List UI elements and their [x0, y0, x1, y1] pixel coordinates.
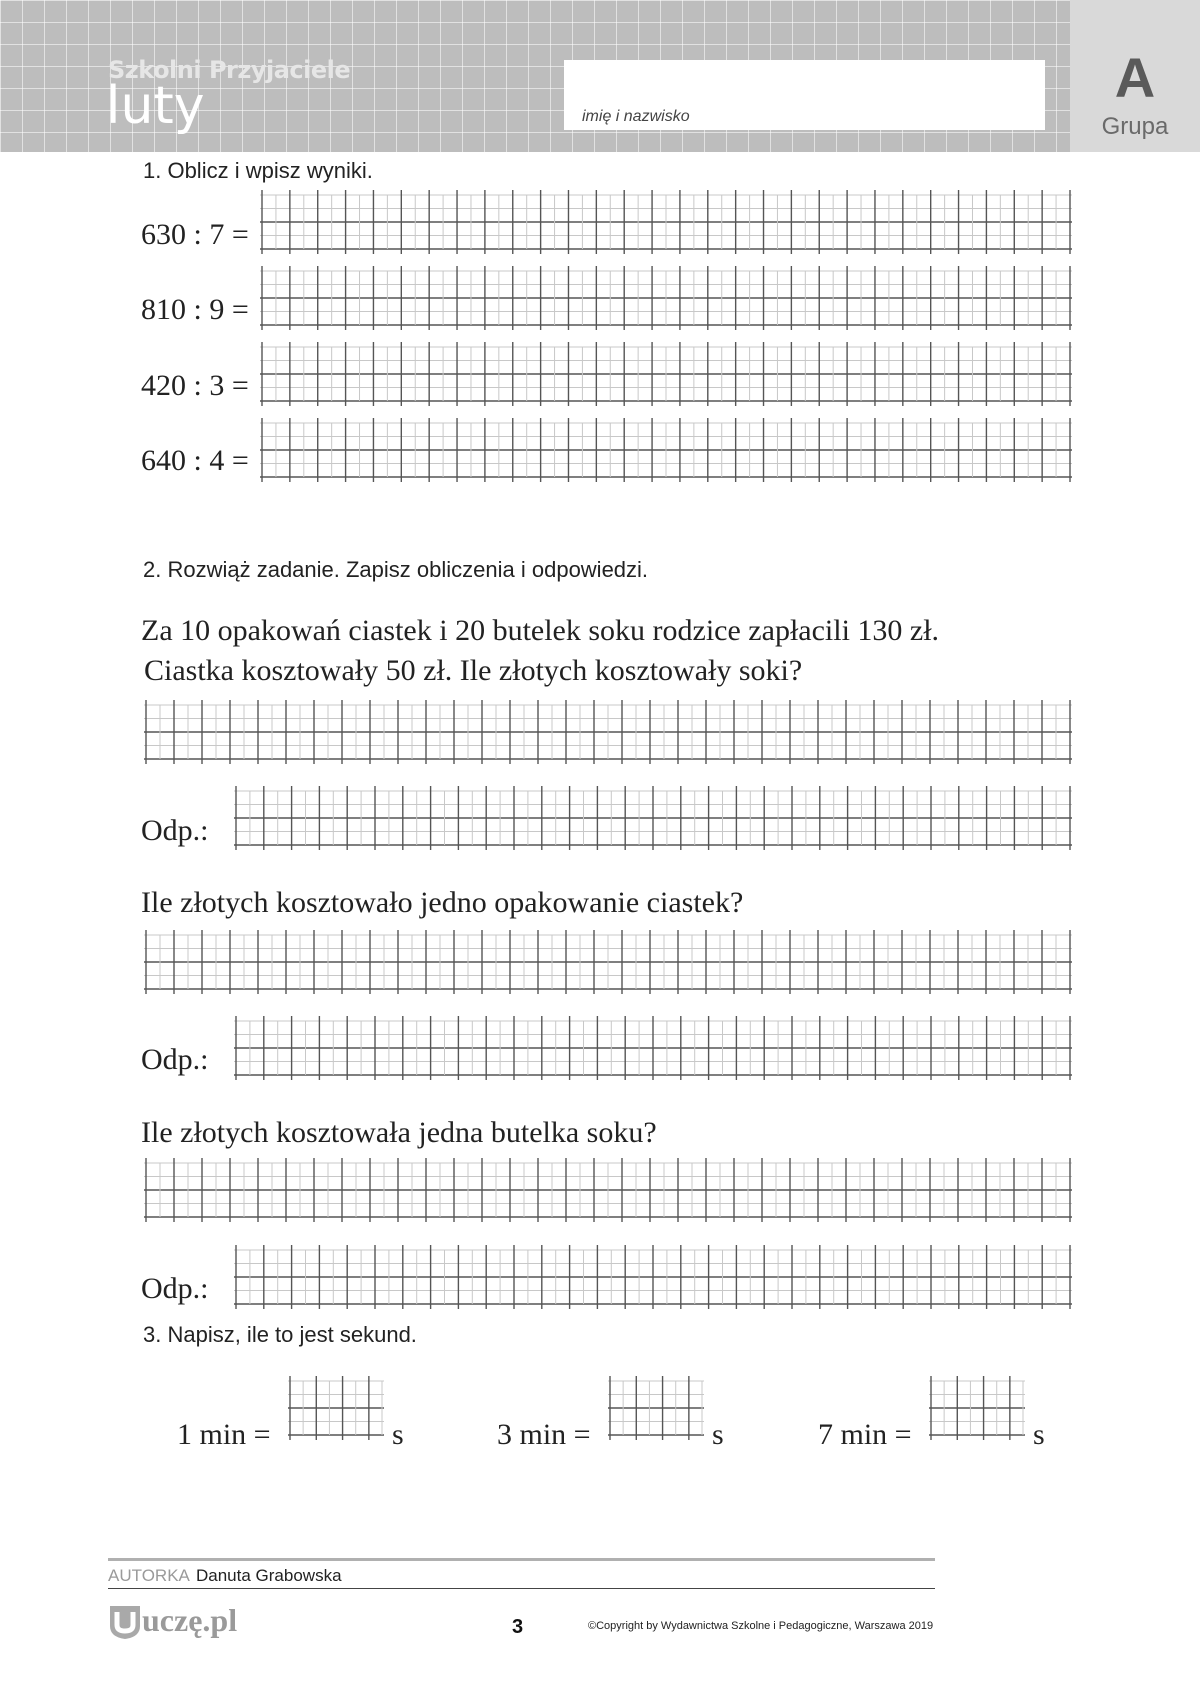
group-label: Grupa [1101, 113, 1169, 140]
seconds-3-min-label: 3 min = [497, 1418, 591, 1451]
grid-lines [260, 418, 1072, 482]
answer-label-3: Odp.: [141, 1272, 209, 1305]
calculation-grid-2[interactable] [144, 930, 1072, 994]
task-1-title: 1. Oblicz i wpisz wyniki. [143, 158, 373, 183]
seconds-7-min-grid[interactable] [929, 1376, 1025, 1440]
question-2-text: Ile złotych kosztowało jedno opakowanie ciastek? [141, 886, 744, 919]
seconds-1-min-unit: s [392, 1418, 404, 1451]
calculation-grid-3[interactable] [144, 1158, 1072, 1222]
task-2-title: 2. Rozwiąż zadanie. Zapisz obliczenia i odpowiedzi. [143, 557, 649, 582]
equation-630-7: 630 : 7 = [141, 218, 249, 251]
month-title: luty [106, 76, 205, 136]
group-panel [1070, 0, 1200, 152]
answer-grid-640-4[interactable] [260, 418, 1072, 482]
copyright-notice: ©Copyright by Wydawnictwa Szkolne i Pedagogiczne, Warszawa 2019 [588, 1620, 934, 1632]
footer-divider-top [108, 1558, 935, 1561]
grid-lines [234, 786, 1072, 850]
problem-text-line-1: Za 10 opakowań ciastek i 20 butelek soku rodzice zapłacili 130 zł. [141, 614, 940, 647]
page-number: 3 [512, 1616, 524, 1638]
seconds-3-min-unit: s [712, 1418, 724, 1451]
grid-lines [929, 1376, 1025, 1440]
grid-lines [144, 1158, 1072, 1222]
seconds-7-min-label: 7 min = [818, 1418, 912, 1451]
grid-lines [260, 266, 1072, 330]
shield-logo-icon [106, 1604, 146, 1640]
author-label: AUTORKA [108, 1566, 190, 1585]
seconds-1-min-grid[interactable] [288, 1376, 384, 1440]
answer-grid-630-7[interactable] [260, 190, 1072, 254]
grid-lines [144, 930, 1072, 994]
equation-810-9: 810 : 9 = [141, 293, 249, 326]
answer-grid-420-3[interactable] [260, 342, 1072, 406]
question-3-text: Ile złotych kosztowała jedna butelka soku? [141, 1116, 657, 1149]
grid-lines [288, 1376, 384, 1440]
seconds-1-min-label: 1 min = [177, 1418, 271, 1451]
publisher-logo-text: uczę.pl [142, 1602, 238, 1638]
problem-text-line-2: Ciastka kosztowały 50 zł. Ile złotych kosztowały soki? [144, 654, 803, 687]
name-field-label: imię i nazwisko [582, 108, 690, 125]
group-letter: A [1114, 46, 1156, 109]
grid-lines [260, 190, 1072, 254]
calculation-grid-1[interactable] [144, 700, 1072, 764]
series-title: Szkolni Przyjaciele [108, 56, 351, 84]
answer-grid-3[interactable] [234, 1245, 1072, 1309]
equation-420-3: 420 : 3 = [141, 369, 249, 402]
author-name: Danuta Grabowska [196, 1566, 342, 1585]
grid-lines [234, 1016, 1072, 1080]
task-3-title: 3. Napisz, ile to jest sekund. [143, 1322, 417, 1347]
answer-label-2: Odp.: [141, 1043, 209, 1076]
answer-grid-810-9[interactable] [260, 266, 1072, 330]
grid-lines [144, 700, 1072, 764]
answer-label-1: Odp.: [141, 814, 209, 847]
answer-grid-1[interactable] [234, 786, 1072, 850]
grid-lines [260, 342, 1072, 406]
grid-lines [608, 1376, 704, 1440]
seconds-7-min-unit: s [1033, 1418, 1045, 1451]
equation-640-4: 640 : 4 = [141, 444, 249, 477]
answer-grid-2[interactable] [234, 1016, 1072, 1080]
grid-lines [234, 1245, 1072, 1309]
footer-divider-bottom [108, 1588, 935, 1589]
seconds-3-min-grid[interactable] [608, 1376, 704, 1440]
